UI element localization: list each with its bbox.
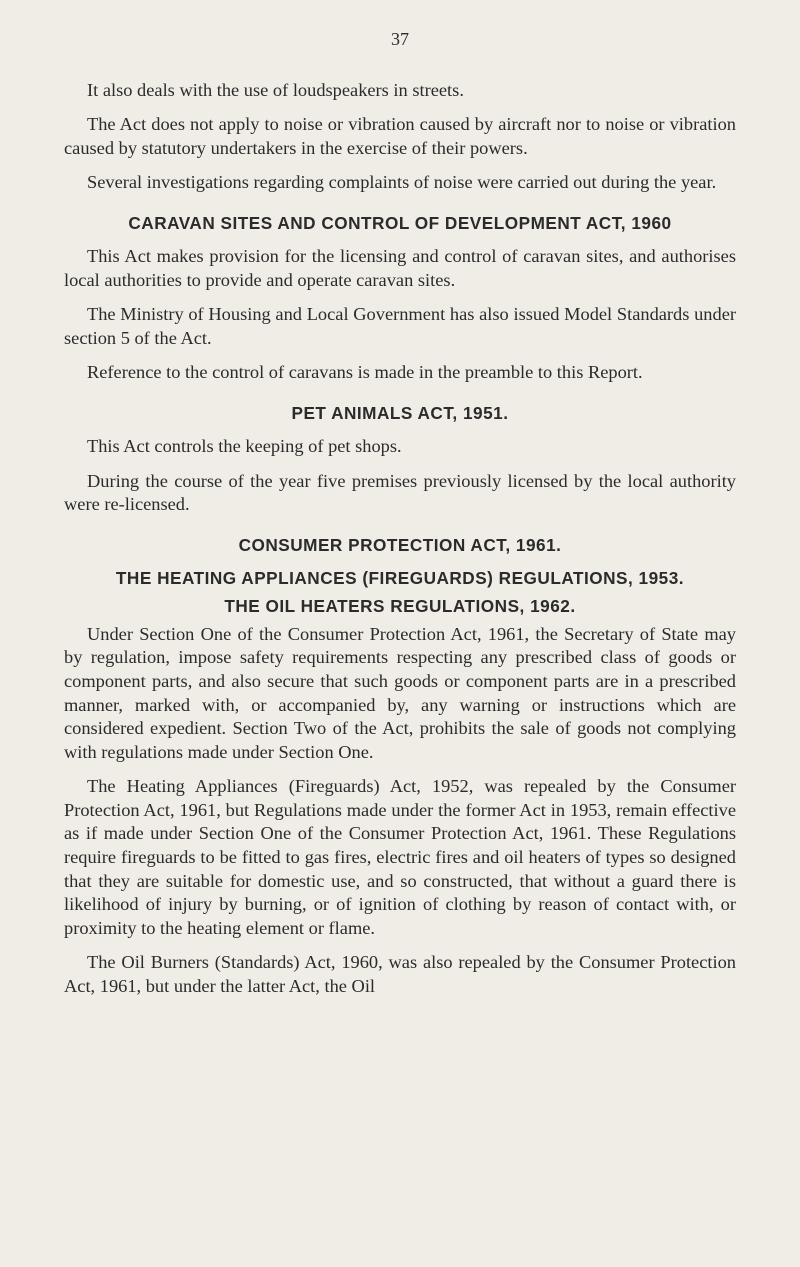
section-heading: CONSUMER PROTECTION ACT, 1961.: [238, 534, 562, 555]
paragraph: The Heating Appliances (Fireguards) Act, 1952, was repealed by the Consumer Protection Act, 1961, but Regulations made under the former Act in 1953, remain effective as if made under Section One of the Consumer Protection Act, 1961. These Regulations require fireguards to be fitted to gas fires, electric fires and oil heaters of types so designed that they are suitable for domestic use, and so constructed, that without a guard there is likelihood of injury by burning, or of ignition of clothing by reason of contact with, or proximity to the heating element or flame.: [64, 776, 736, 938]
document-page: [64, 28, 736, 1010]
paragraph: Several investigations regarding complaints of noise were carried out during the year.: [87, 172, 717, 193]
paragraph: This Act makes provision for the licensing and control of caravan sites, and authorises local authorities to provide and operate caravan sites.: [64, 245, 736, 290]
paragraph: It also deals with the use of loudspeakers in streets.: [87, 79, 464, 100]
section-heading: PET ANIMALS ACT, 1951.: [291, 402, 509, 423]
paragraph: The Ministry of Housing and Local Government has also issued Model Standards under section 5 of the Act.: [64, 304, 736, 348]
paragraph: Reference to the control of caravans is made in the preamble to this Report.: [87, 362, 643, 383]
paragraph: The Act does not apply to noise or vibration caused by aircraft nor to noise or vibration caused by statutory undertakers in the exercise of their powers.: [64, 114, 736, 158]
section-heading: THE HEATING APPLIANCES (FIREGUARDS) REGULATIONS, 1953.: [115, 567, 685, 588]
section-heading: THE OIL HEATERS REGULATIONS, 1962.: [224, 595, 576, 616]
page-number: 37: [391, 29, 409, 49]
paragraph: Under Section One of the Consumer Protection Act, 1961, the Secretary of State may by regulation, impose safety requirements respecting any prescribed class of goods or component parts, and also secure that such goods or component parts are in a prescribed manner, marked with, or accompanied by, any warning or instructions which are considered expedient. Section Two of the Act, prohibits the sale of goods not complying with regulations made under Section One.: [64, 623, 736, 762]
paragraph: The Oil Burners (Standards) Act, 1960, was also repealed by the Consumer Protection Act, 1961, but under the latter Act, the Oil: [64, 952, 736, 997]
section-heading: CARAVAN SITES AND CONTROL OF DEVELOPMENT ACT, 1960: [128, 212, 672, 233]
paragraph: This Act controls the keeping of pet shops.: [87, 435, 402, 456]
paragraph: During the course of the year five premises previously licensed by the local authority were re-licensed.: [64, 470, 736, 515]
